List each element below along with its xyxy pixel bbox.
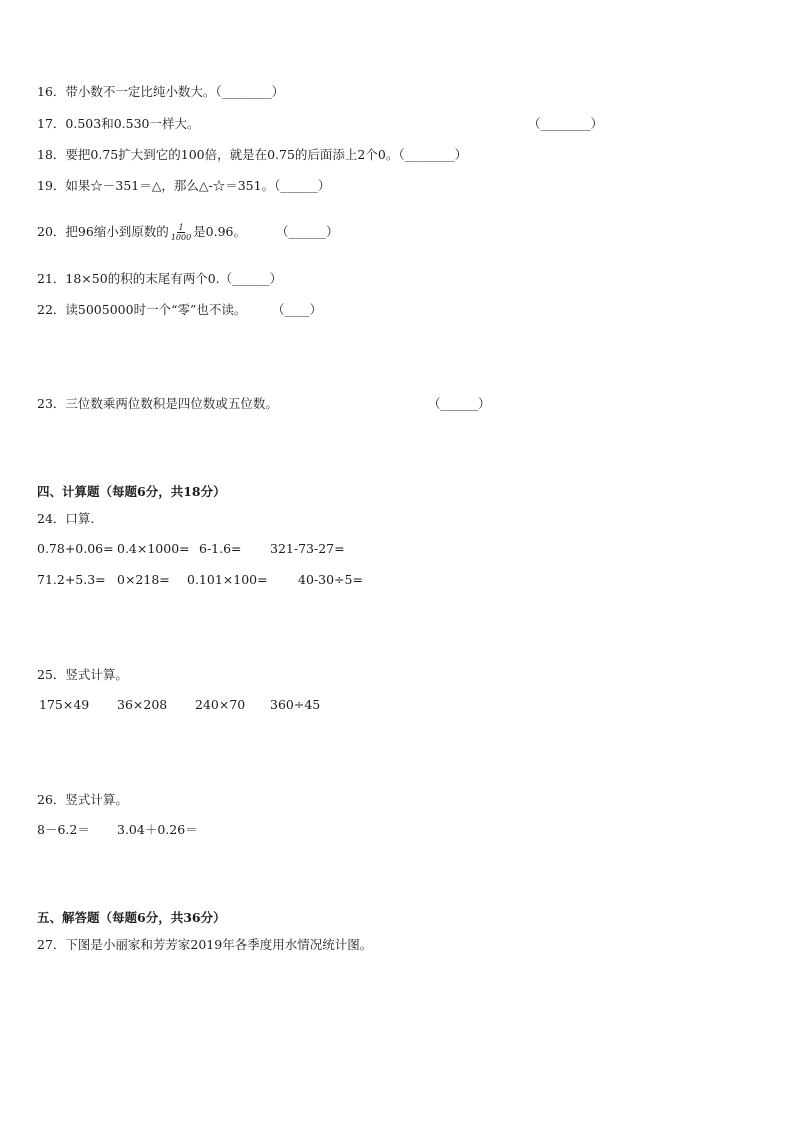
section-4-heading: 四、计算题（每题6分，共18分） xyxy=(37,484,226,499)
q26-item-2: 3.04＋0.26＝ xyxy=(117,822,198,837)
q26-items xyxy=(37,822,757,838)
question-22: 22．读5005000时一个“零”也不读。 xyxy=(37,302,247,317)
question-20 xyxy=(37,222,246,242)
question-23-answer-blank[interactable]: （______） xyxy=(428,396,491,411)
q24-r1-c2: 0.4×1000= xyxy=(117,541,190,556)
q24-r2-c1: 71.2+5.3= xyxy=(37,572,106,587)
q25-item-4: 360÷45 xyxy=(270,697,321,712)
question-20-prefix: 20．把96缩小到原数的 xyxy=(37,224,169,239)
question-24-title: 24．口算. xyxy=(37,511,95,526)
q25-item-3: 240×70 xyxy=(195,697,246,712)
q25-item-1: 175×49 xyxy=(39,697,90,712)
q24-r2-c4: 40-30÷5= xyxy=(298,572,363,587)
question-16: 16．带小数不一定比纯小数大。（________） xyxy=(37,84,285,99)
fraction-1-over-1000: $\frac{1}{1000}$ xyxy=(170,223,192,242)
question-21: 21．18×50的积的末尾有两个0.（______） xyxy=(37,271,283,286)
q24-row-1 xyxy=(37,541,757,557)
q24-r1-c3: 6-1.6= xyxy=(199,541,242,556)
q24-r2-c2: 0×218= xyxy=(117,572,170,587)
section-5-heading: 五、解答题（每题6分，共36分） xyxy=(37,910,226,925)
q24-r1-c1: 0.78+0.06= xyxy=(37,541,114,556)
question-18: 18．要把0.75扩大到它的100倍，就是在0.75的后面添上2个0。（________） xyxy=(37,147,468,162)
q24-row-2 xyxy=(37,572,757,588)
question-20-suffix: 是0.96。 xyxy=(193,224,247,239)
question-17-answer-blank[interactable]: （________） xyxy=(528,116,604,131)
question-22-answer-blank[interactable]: （____） xyxy=(272,302,323,317)
q24-r1-c4: 321-73-27= xyxy=(270,541,345,556)
question-17: 17．0.503和0.530一样大。 xyxy=(37,116,200,131)
q25-item-2: 36×208 xyxy=(117,697,168,712)
question-25-title: 25．竖式计算。 xyxy=(37,667,128,682)
question-26-title: 26．竖式计算。 xyxy=(37,792,128,807)
question-19: 19．如果☆－351＝△，那么△-☆＝351。（______） xyxy=(37,178,331,193)
q25-items xyxy=(37,697,757,713)
q26-item-1: 8－6.2＝ xyxy=(37,822,90,837)
question-27: 27．下图是小丽家和芳芳家2019年各季度用水情况统计图。 xyxy=(37,937,373,952)
question-23: 23．三位数乘两位数积是四位数或五位数。 xyxy=(37,396,278,411)
q24-r2-c3: 0.101×100= xyxy=(187,572,268,587)
question-20-answer-blank[interactable]: （______） xyxy=(276,224,339,239)
